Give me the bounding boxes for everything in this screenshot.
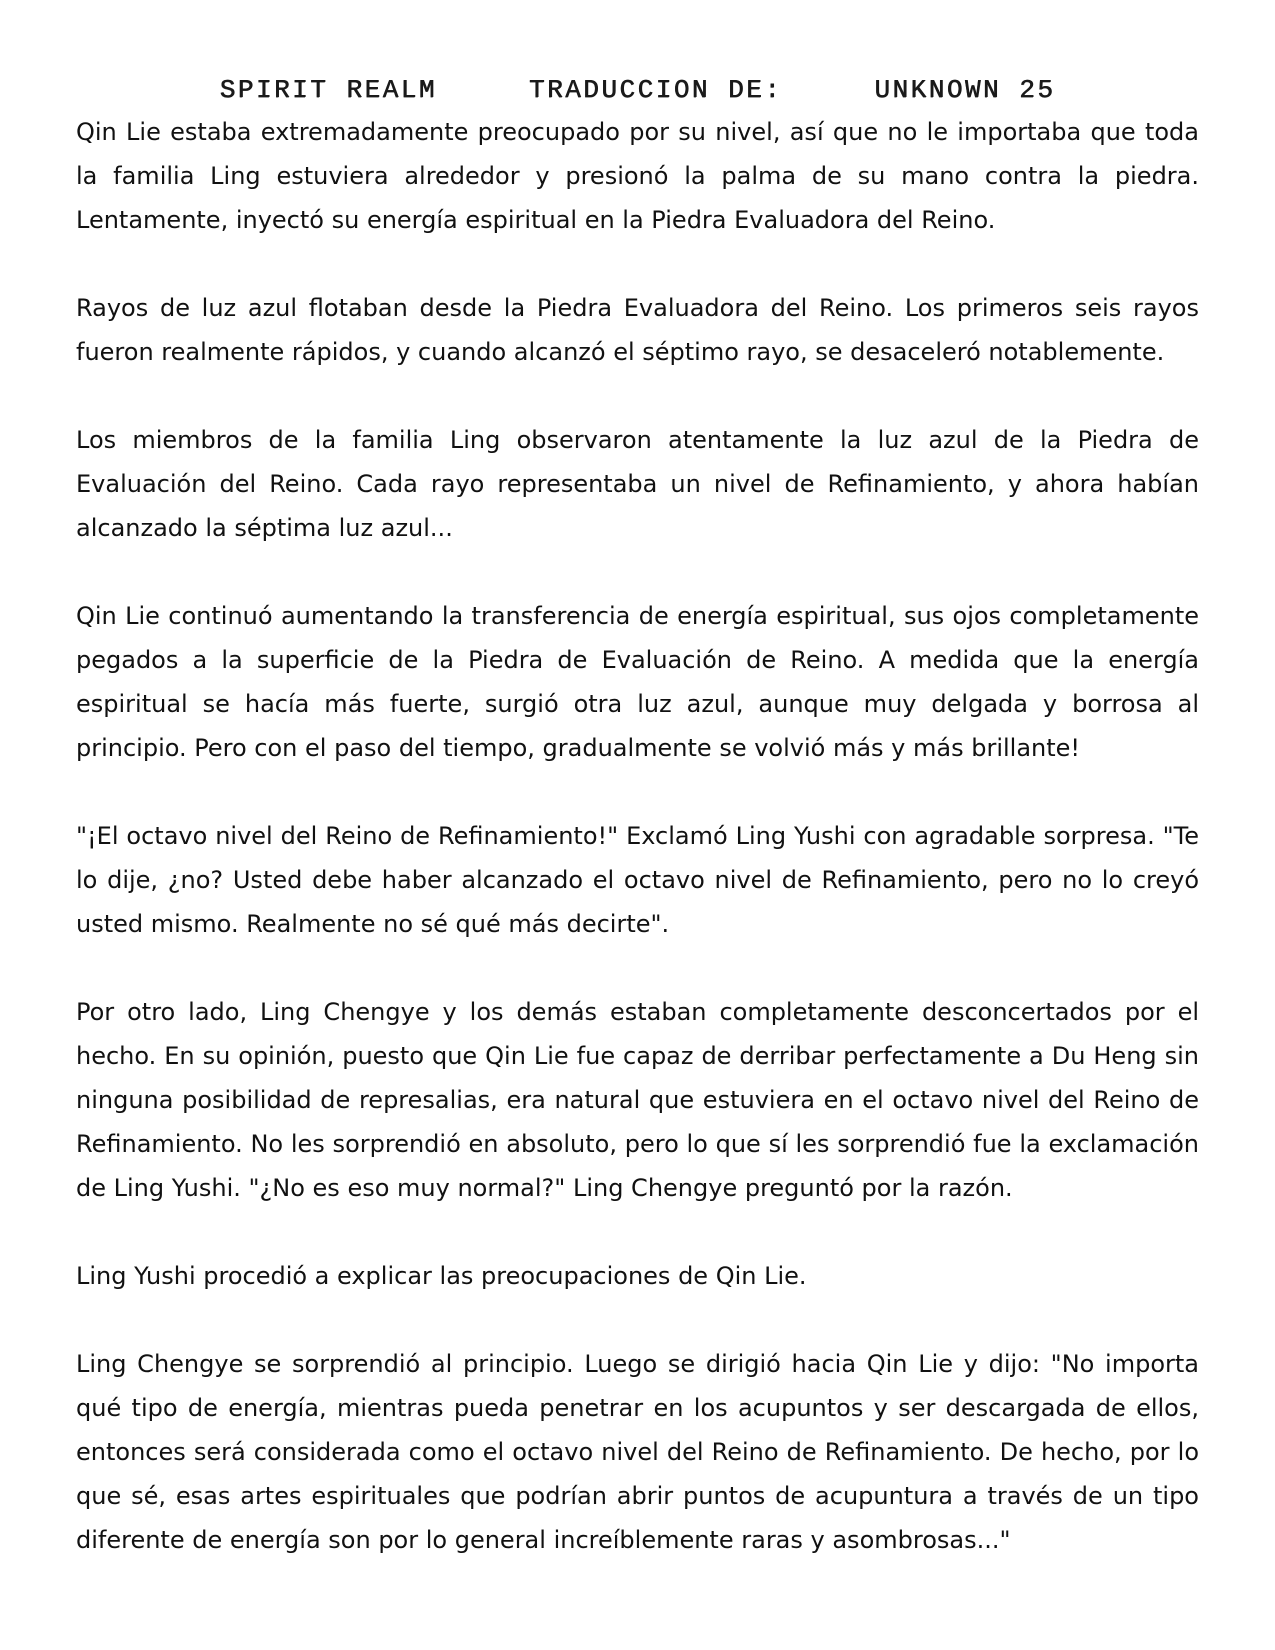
header-title: SPIRIT REALM xyxy=(219,75,437,105)
paragraph: Por otro lado, Ling Chengye y los demás estaban completamente desconcertados por el hecho. En su opinión, puesto que Qin Lie fue capaz de derribar perfectamente a Du Heng sin ninguna posibilidad de represalias, era natural que estuviera en el octavo nivel del Reino de Refinamiento. No les sorprendió en absoluto, pero lo que sí les sorprendió fue la exclamación de Ling Yushi. "¿No es eso muy normal?" Ling Chengye preguntó por la razón. xyxy=(76,998,1199,1202)
header-translator: UNKNOWN 25 xyxy=(874,75,1056,105)
document-body xyxy=(76,110,1199,1562)
header-translation-label: TRADUCCION DE: xyxy=(528,75,783,105)
paragraph: Ling Chengye se sorprendió al principio. Luego se dirigió hacia Qin Lie y dijo: "No importa qué tipo de energía, mientras pueda penetrar en los acupuntos y ser descargada de ellos, entonces será considerada como el octavo nivel del Reino de Refinamiento. De hecho, por lo que sé, esas artes espirituales que podrían abrir puntos de acupuntura a través de un tipo diferente de energía son por lo general increíblemente raras y asombrosas..." xyxy=(76,1350,1199,1554)
paragraph: Qin Lie estaba extremadamente preocupado por su nivel, así que no le importaba que toda la familia Ling estuviera alrededor y presionó la palma de su mano contra la piedra. Lentamente, inyectó su energía espiritual en la Piedra Evaluadora del Reino. xyxy=(76,118,1199,234)
paragraph: Los miembros de la familia Ling observaron atentamente la luz azul de la Piedra de Evaluación del Reino. Cada rayo representaba un nivel de Refinamiento, y ahora habían alcanzado la séptima luz azul... xyxy=(76,426,1199,542)
paragraph: Ling Yushi procedió a explicar las preocupaciones de Qin Lie. xyxy=(76,1262,807,1290)
paragraph: "¡El octavo nivel del Reino de Refinamiento!" Exclamó Ling Yushi con agradable sorpresa. "Te lo dije, ¿no? Usted debe haber alcanzado el octavo nivel de Refinamiento, pero no lo creyó usted mismo. Realmente no sé qué más decirte". xyxy=(76,822,1199,938)
paragraph: Qin Lie continuó aumentando la transferencia de energía espiritual, sus ojos completamente pegados a la superficie de la Piedra de Evaluación de Reino. A medida que la energía espiritual se hacía más fuerte, surgió otra luz azul, aunque muy delgada y borrosa al principio. Pero con el paso del tiempo, gradualmente se volvió más y más brillante! xyxy=(76,602,1199,762)
paragraph: Rayos de luz azul flotaban desde la Piedra Evaluadora del Reino. Los primeros seis rayos fueron realmente rápidos, y cuando alcanzó el séptimo rayo, se desaceleró notablemente. xyxy=(76,294,1199,366)
page-header xyxy=(76,68,1199,112)
